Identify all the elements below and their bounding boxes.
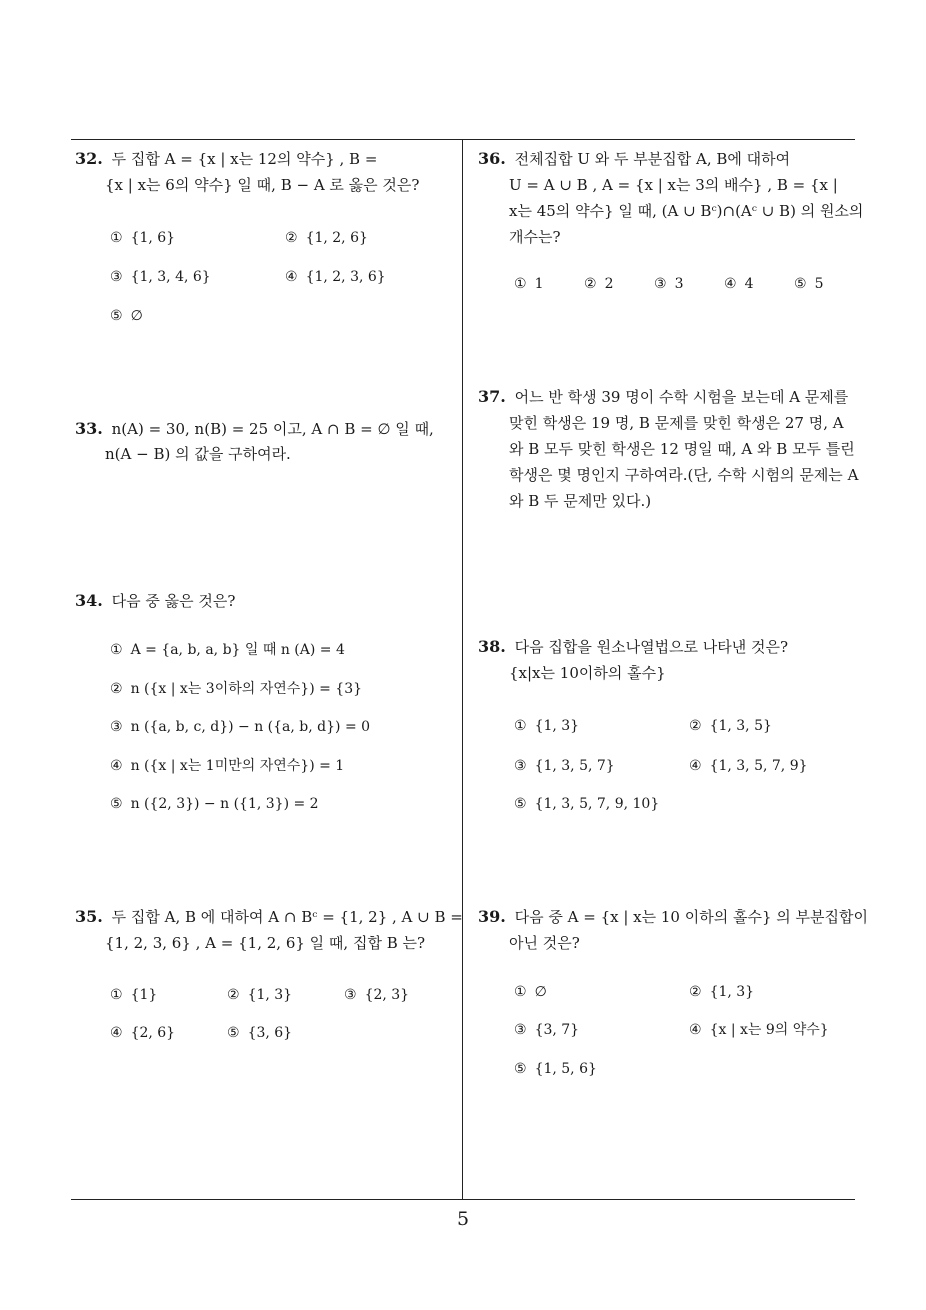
choice-text: {1, 3} bbox=[534, 718, 580, 734]
choice-text: {2, 3} bbox=[364, 987, 410, 1003]
choice-text: {1, 3, 4, 6} bbox=[130, 269, 211, 285]
choice-mark: ① bbox=[110, 230, 123, 246]
choice-text: ∅ bbox=[130, 308, 143, 324]
choice-4[interactable] bbox=[689, 756, 808, 776]
question-text: 와 B 모두 맞힌 학생은 12 명일 때, A 와 B 모두 틀린 bbox=[509, 440, 855, 458]
choice-text: {3, 7} bbox=[534, 1022, 580, 1038]
choice-text: {1, 3} bbox=[709, 984, 755, 1000]
choice-text: n ({a, b, c, d}) − n ({a, b, d}) = 0 bbox=[130, 719, 371, 735]
question-text: 다음 중 A = {x | x는 10 이하의 홀수} 의 부분집합이 bbox=[514, 908, 868, 926]
question-text: 개수는? bbox=[509, 228, 561, 246]
question-text: 아닌 것은? bbox=[509, 934, 580, 952]
choice-mark: ③ bbox=[344, 987, 357, 1003]
choice-text: 1 bbox=[534, 276, 544, 292]
choice-text: {1, 3, 5, 7} bbox=[534, 758, 615, 774]
choice-5[interactable] bbox=[794, 274, 823, 294]
choice-3[interactable] bbox=[110, 717, 370, 737]
page-number: 5 bbox=[456, 1208, 470, 1230]
column-divider bbox=[462, 139, 463, 1199]
choice-text: 2 bbox=[604, 276, 614, 292]
choice-mark: ④ bbox=[110, 1025, 123, 1041]
choice-2[interactable] bbox=[689, 982, 754, 1002]
choice-3[interactable] bbox=[514, 1020, 579, 1040]
choice-mark: ⑤ bbox=[794, 276, 807, 292]
question-text: 맞힌 학생은 19 명, B 문제를 맞힌 학생은 27 명, A bbox=[509, 414, 844, 432]
choice-2[interactable] bbox=[584, 274, 613, 294]
choice-3[interactable] bbox=[514, 756, 615, 776]
choice-text: {1, 3, 5} bbox=[709, 718, 772, 734]
choice-4[interactable] bbox=[285, 267, 386, 287]
question-text: {1, 2, 3, 6} , A = {1, 2, 6} 일 때, 집합 B 는? bbox=[105, 934, 426, 952]
choice-mark: ③ bbox=[110, 719, 123, 735]
choice-mark: ② bbox=[285, 230, 298, 246]
choice-5[interactable] bbox=[110, 794, 319, 814]
choice-mark: ② bbox=[689, 718, 702, 734]
choice-1[interactable] bbox=[110, 985, 157, 1005]
choice-text: {1, 3, 5, 7, 9, 10} bbox=[534, 796, 660, 812]
choice-mark: ③ bbox=[110, 269, 123, 285]
choice-mark: ① bbox=[110, 987, 123, 1003]
choice-text: {1, 2, 3, 6} bbox=[305, 269, 386, 285]
choice-mark: ⑤ bbox=[227, 1025, 240, 1041]
choice-mark: ⑤ bbox=[110, 308, 123, 324]
question-number: 33. bbox=[75, 419, 103, 438]
choice-2[interactable] bbox=[227, 985, 292, 1005]
choice-text: {3, 6} bbox=[247, 1025, 293, 1041]
choice-1[interactable] bbox=[110, 228, 175, 248]
choice-4[interactable] bbox=[689, 1020, 829, 1040]
question-text: 와 B 두 문제만 있다.) bbox=[509, 492, 652, 510]
question-number: 38. bbox=[478, 637, 506, 656]
choice-mark: ⑤ bbox=[514, 796, 527, 812]
choice-mark: ① bbox=[514, 984, 527, 1000]
choice-5[interactable] bbox=[110, 306, 143, 326]
question-text: 두 집합 A, B 에 대하여 A ∩ Bᶜ = {1, 2} , A ∪ B = bbox=[111, 908, 463, 926]
choice-2[interactable] bbox=[285, 228, 368, 248]
question-text: 다음 집합을 원소나열법으로 나타낸 것은? bbox=[514, 638, 789, 656]
question-number: 35. bbox=[75, 907, 103, 926]
choice-mark: ④ bbox=[724, 276, 737, 292]
bottom-rule bbox=[71, 1199, 855, 1200]
choice-text: {1, 2, 6} bbox=[305, 230, 368, 246]
question-text: 전체집합 U 와 두 부분집합 A, B에 대하여 bbox=[514, 150, 791, 168]
choice-mark: ② bbox=[689, 984, 702, 1000]
choice-mark: ④ bbox=[110, 758, 123, 774]
choice-text: 5 bbox=[814, 276, 824, 292]
question-number: 37. bbox=[478, 387, 506, 406]
question-text: 다음 중 옳은 것은? bbox=[111, 592, 236, 610]
question-number: 39. bbox=[478, 907, 506, 926]
choice-4[interactable] bbox=[110, 756, 344, 776]
question-text: U = A ∪ B , A = {x | x는 3의 배수} , B = {x | bbox=[509, 176, 838, 194]
choice-text: n ({x | x는 3이하의 자연수}) = {3} bbox=[130, 681, 363, 697]
choice-mark: ② bbox=[584, 276, 597, 292]
choice-mark: ② bbox=[227, 987, 240, 1003]
question-text: 두 집합 A = {x | x는 12의 약수} , B = bbox=[111, 150, 378, 168]
choice-mark: ① bbox=[110, 642, 123, 658]
question-text: n(A − B) 의 값을 구하여라. bbox=[105, 445, 291, 463]
choice-mark: ④ bbox=[689, 1022, 702, 1038]
choice-1[interactable] bbox=[110, 640, 345, 660]
choice-5[interactable] bbox=[514, 1059, 597, 1079]
choice-mark: ② bbox=[110, 681, 123, 697]
choice-text: n ({2, 3}) − n ({1, 3}) = 2 bbox=[130, 796, 319, 812]
question-text: 어느 반 학생 39 명이 수학 시험을 보는데 A 문제를 bbox=[514, 388, 849, 406]
question-number: 36. bbox=[478, 149, 506, 168]
choice-mark: ③ bbox=[514, 758, 527, 774]
question-number: 34. bbox=[75, 591, 103, 610]
choice-text: {1, 5, 6} bbox=[534, 1061, 597, 1077]
choice-mark: ① bbox=[514, 276, 527, 292]
choice-4[interactable] bbox=[724, 274, 753, 294]
choice-mark: ⑤ bbox=[514, 1061, 527, 1077]
question-text: {x|x는 10이하의 홀수} bbox=[509, 664, 666, 682]
choice-mark: ① bbox=[514, 718, 527, 734]
choice-2[interactable] bbox=[689, 716, 772, 736]
question-text: n(A) = 30, n(B) = 25 이고, A ∩ B = ∅ 일 때, bbox=[111, 420, 434, 438]
choice-text: 3 bbox=[674, 276, 684, 292]
choice-1[interactable] bbox=[514, 982, 547, 1002]
choice-text: ∅ bbox=[534, 984, 547, 1000]
choice-text: n ({x | x는 1미만의 자연수}) = 1 bbox=[130, 758, 345, 774]
choice-3[interactable] bbox=[344, 985, 409, 1005]
choice-mark: ③ bbox=[654, 276, 667, 292]
choice-mark: ③ bbox=[514, 1022, 527, 1038]
choice-text: {x | x는 9의 약수} bbox=[709, 1022, 829, 1038]
choice-1[interactable] bbox=[514, 716, 579, 736]
choice-mark: ④ bbox=[689, 758, 702, 774]
question-text: 학생은 몇 명인지 구하여라.(단, 수학 시험의 문제는 A bbox=[509, 466, 859, 484]
choice-5[interactable] bbox=[514, 794, 659, 814]
choice-mark: ⑤ bbox=[110, 796, 123, 812]
choice-text: 4 bbox=[744, 276, 754, 292]
choice-1[interactable] bbox=[514, 274, 543, 294]
choice-text: {1, 3, 5, 7, 9} bbox=[709, 758, 808, 774]
choice-2[interactable] bbox=[110, 679, 362, 699]
choice-text: {1, 6} bbox=[130, 230, 176, 246]
question-number: 32. bbox=[75, 149, 103, 168]
choice-mark: ④ bbox=[285, 269, 298, 285]
question-text: {x | x는 6의 약수} 일 때, B − A 로 옳은 것은? bbox=[105, 176, 420, 194]
choice-4[interactable] bbox=[110, 1023, 175, 1043]
choice-text: A = {a, b, a, b} 일 때 n (A) = 4 bbox=[130, 642, 345, 658]
choice-text: {1} bbox=[130, 987, 158, 1003]
choice-3[interactable] bbox=[654, 274, 683, 294]
choice-text: {2, 6} bbox=[130, 1025, 176, 1041]
question-text: x는 45의 약수} 일 때, (A ∪ Bᶜ)∩(Aᶜ ∪ B) 의 원소의 bbox=[509, 202, 864, 220]
choice-3[interactable] bbox=[110, 267, 211, 287]
choice-text: {1, 3} bbox=[247, 987, 293, 1003]
choice-5[interactable] bbox=[227, 1023, 292, 1043]
top-rule bbox=[71, 139, 855, 140]
